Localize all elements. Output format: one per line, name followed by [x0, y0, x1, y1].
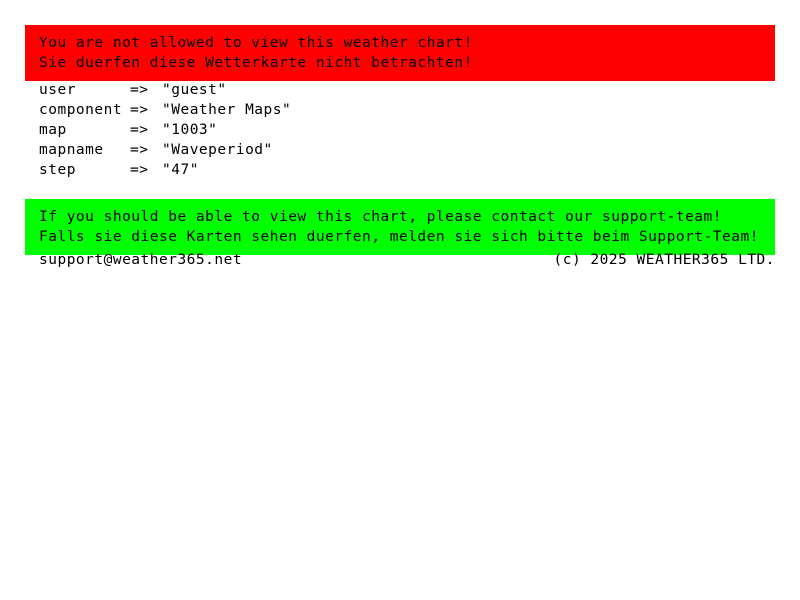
parameter-key: component — [39, 102, 123, 118]
footer — [39, 250, 775, 270]
parameter-list — [39, 80, 291, 180]
parameter-value: "1003" — [162, 122, 218, 138]
copyright-text: (c) 2025 WEATHER365 LTD. — [553, 252, 775, 268]
parameter-row — [39, 100, 291, 120]
parameter-arrow: => — [130, 102, 149, 118]
parameter-arrow: => — [130, 142, 149, 158]
parameter-key: mapname — [39, 142, 104, 158]
parameter-row — [39, 80, 291, 100]
parameter-row — [39, 160, 291, 180]
parameter-arrow: => — [130, 122, 149, 138]
parameter-key: user — [39, 82, 76, 98]
parameter-row — [39, 140, 291, 160]
parameter-arrow: => — [130, 82, 149, 98]
error-banner — [25, 25, 775, 81]
parameter-value: "Waveperiod" — [162, 142, 273, 158]
error-banner-line-de: Sie duerfen diese Wetterkarte nicht betrachten! — [39, 55, 473, 71]
error-banner-line-en: You are not allowed to view this weather chart! — [39, 35, 473, 51]
parameter-key: step — [39, 162, 76, 178]
parameter-value: "guest" — [162, 82, 227, 98]
parameter-value: "Weather Maps" — [162, 102, 292, 118]
parameter-row — [39, 120, 291, 140]
parameter-key: map — [39, 122, 67, 138]
support-banner — [25, 199, 775, 255]
parameter-arrow: => — [130, 162, 149, 178]
support-banner-line-de: Falls sie diese Karten sehen duerfen, melden sie sich bitte beim Support-Team! — [39, 229, 759, 245]
support-banner-line-en: If you should be able to view this chart, please contact our support-team! — [39, 209, 723, 225]
support-email-link[interactable]: support@weather365.net — [39, 252, 243, 268]
parameter-value: "47" — [162, 162, 199, 178]
